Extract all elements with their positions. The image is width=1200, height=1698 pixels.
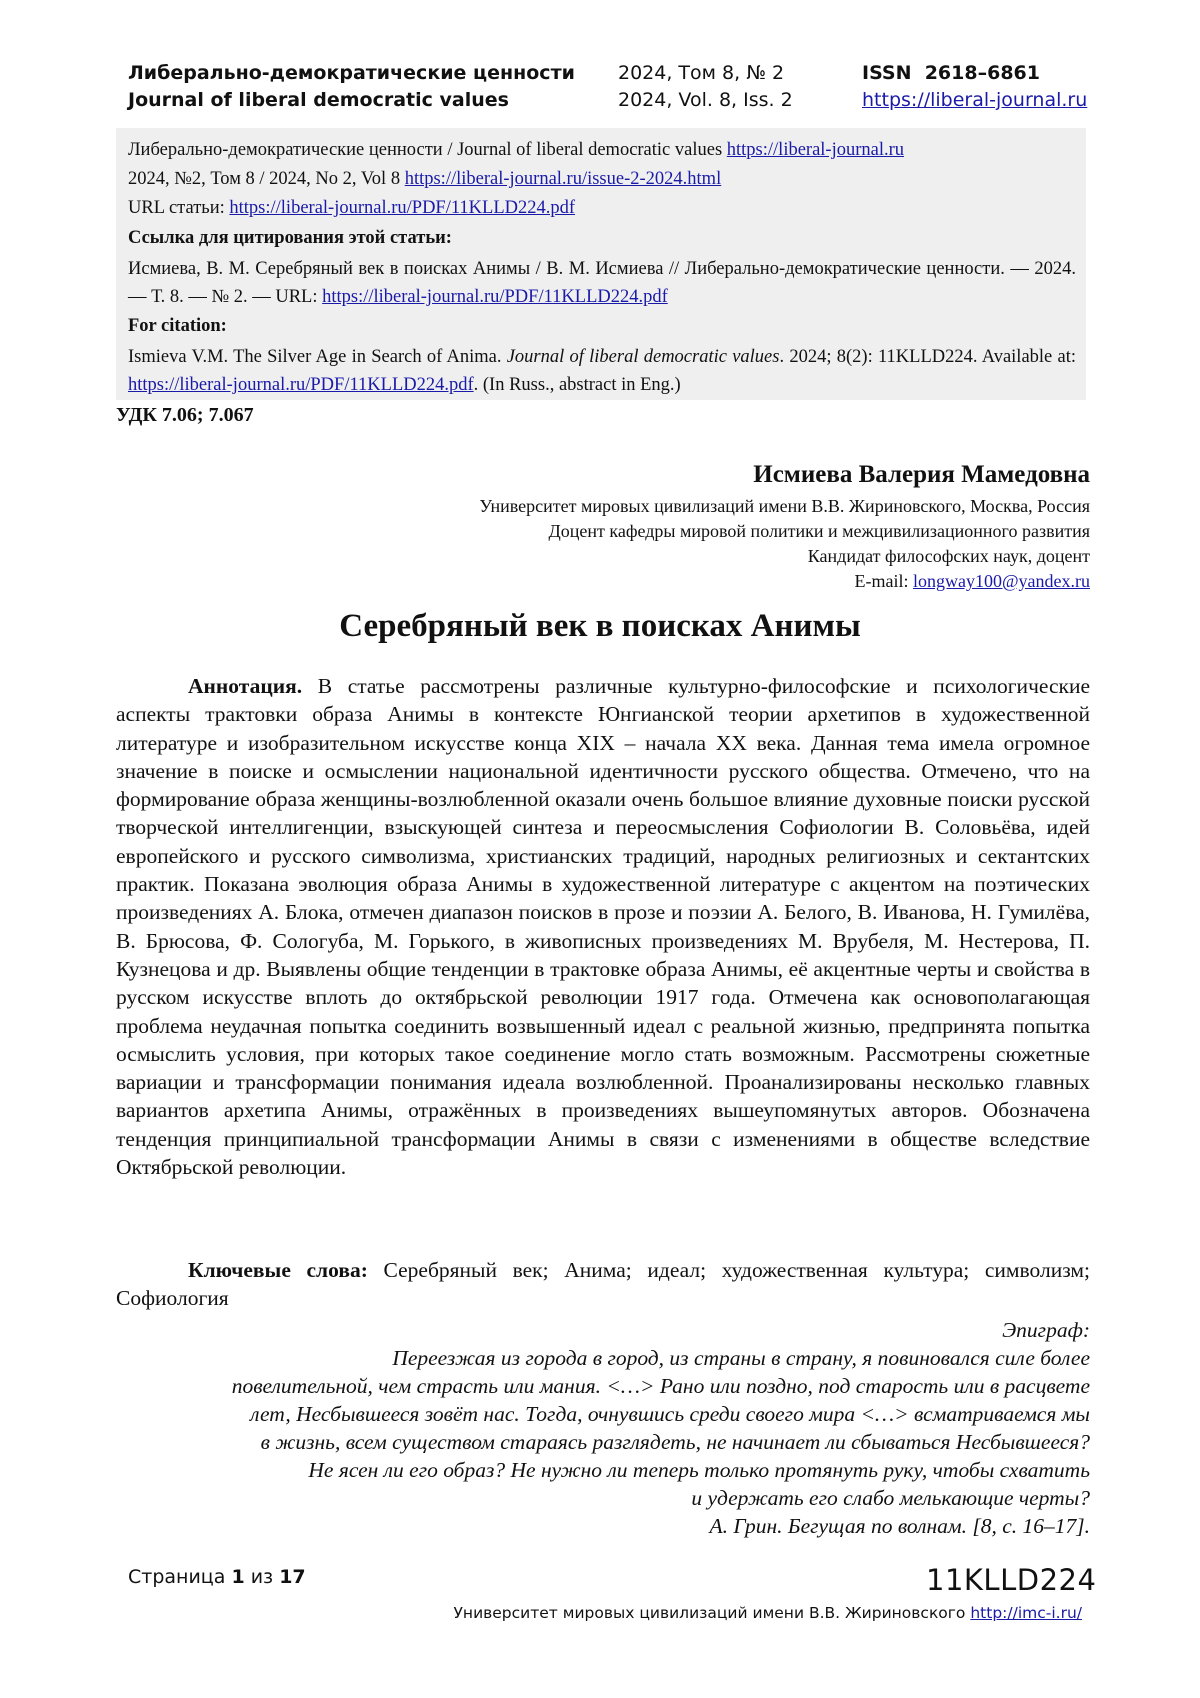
cite-en bbox=[128, 343, 1076, 399]
author-name: Исмиева Валерия Мамедовна bbox=[479, 458, 1090, 492]
page-total: 17 bbox=[279, 1566, 305, 1588]
university-link[interactable]: http://imc-i.ru/ bbox=[970, 1604, 1082, 1622]
journal-title-en: Journal of liberal democratic values bbox=[128, 87, 575, 114]
epigraph-source: А. Грин. Бегущая по волнам. [8, с. 16–17]. bbox=[110, 1512, 1090, 1540]
article-url-link[interactable]: https://liberal-journal.ru/PDF/11KLLD224.pdf bbox=[229, 198, 575, 218]
keywords-label: Ключевые слова: bbox=[188, 1258, 368, 1282]
page-number: 1 bbox=[231, 1566, 244, 1588]
page-counter bbox=[128, 1566, 306, 1588]
epigraph-label: Эпиграф: bbox=[110, 1316, 1090, 1344]
issue-en: 2024, Vol. 8, Iss. 2 bbox=[618, 87, 793, 114]
cite-en-text: Ismieva V.M. The Silver Age in Search of Anima. bbox=[128, 347, 507, 367]
epigraph-line: Переезжая из города в город, из страны в страну, я повиновался силе более bbox=[110, 1344, 1090, 1372]
citation-line-issue-text: 2024, №2, Том 8 / 2024, No 2, Vol 8 bbox=[128, 169, 405, 189]
issue-link[interactable]: https://liberal-journal.ru/issue-2-2024.html bbox=[405, 169, 722, 189]
email-label: E-mail: bbox=[854, 571, 912, 591]
citation-line-issue bbox=[128, 165, 1076, 194]
citation-line-journal-text: Либерально-демократические ценности / Journal of liberal democratic values bbox=[128, 140, 727, 160]
article-title: Серебряный век в поисках Анимы bbox=[0, 608, 1200, 645]
cite-ru-label: Ссылка для цитирования этой статьи: bbox=[128, 224, 1076, 253]
epigraph-line: Не ясен ли его образ? Не нужно ли теперь только протянуть руку, чтобы схватить bbox=[110, 1456, 1090, 1484]
page-prefix: Страница bbox=[128, 1566, 231, 1588]
author-block bbox=[479, 458, 1090, 594]
citation-line-url-text: URL статьи: bbox=[128, 198, 229, 218]
keywords bbox=[116, 1256, 1090, 1313]
cite-en-text-2: . 2024; 8(2): 11KLLD224. Available at: bbox=[779, 347, 1076, 367]
epigraph-line: и удержать его слабо мелькающие черты? bbox=[110, 1484, 1090, 1512]
issn: ISSN 2618–6861 bbox=[862, 60, 1087, 87]
citation-box bbox=[116, 128, 1086, 400]
epigraph-line: лет, Несбывшееся зовёт нас. Тогда, очнувшись среди своего мира <…> всматриваемся мы bbox=[110, 1400, 1090, 1428]
issue-block bbox=[618, 60, 793, 114]
abstract-label: Аннотация. bbox=[188, 674, 302, 698]
author-degree: Кандидат философских наук, доцент bbox=[479, 544, 1090, 569]
cite-en-label: For citation: bbox=[128, 312, 1076, 341]
citation-line-journal bbox=[128, 136, 1076, 165]
article-code: 11KLLD224 bbox=[926, 1563, 1096, 1597]
footer-university-text: Университет мировых цивилизаций имени В.В. Жириновского bbox=[453, 1604, 970, 1622]
cite-ru bbox=[128, 255, 1076, 311]
udk: УДК 7.06; 7.067 bbox=[116, 404, 254, 427]
epigraph bbox=[110, 1316, 1090, 1540]
author-email bbox=[479, 569, 1090, 594]
journal-site-link[interactable]: https://liberal-journal.ru bbox=[862, 89, 1087, 111]
journal-title-block bbox=[128, 60, 575, 114]
issue-ru: 2024, Том 8, № 2 bbox=[618, 60, 793, 87]
cite-en-link[interactable]: https://liberal-journal.ru/PDF/11KLLD224.pdf bbox=[128, 375, 474, 395]
keywords-text: Серебряный век; Анима; идеал; художественная культура; символизм; Софиология bbox=[116, 1258, 1090, 1310]
author-affiliation: Университет мировых цивилизаций имени В.В. Жириновского, Москва, Россия bbox=[479, 494, 1090, 519]
epigraph-line: повелительной, чем страсть или мания. <…> Рано или поздно, под старость или в расцвете bbox=[110, 1372, 1090, 1400]
email-link[interactable]: longway100@yandex.ru bbox=[913, 571, 1090, 591]
cite-ru-text: Исмиева, В. М. Серебряный век в поисках Анимы / В. М. Исмиева // Либерально-демократические ценности. — 2024. — Т. 8. — № 2. — URL: bbox=[128, 259, 1076, 307]
epigraph-line: в жизнь, всем существом стараясь разглядеть, не начинает ли сбываться Несбывшееся? bbox=[110, 1428, 1090, 1456]
page-mid: из bbox=[245, 1566, 280, 1588]
cite-en-journal: Journal of liberal democratic values bbox=[507, 347, 780, 367]
footer-university bbox=[453, 1604, 1082, 1622]
cite-en-text-3: . (In Russ., abstract in Eng.) bbox=[474, 375, 681, 395]
cite-ru-link[interactable]: https://liberal-journal.ru/PDF/11KLLD224.pdf bbox=[322, 287, 668, 307]
citation-line-url bbox=[128, 194, 1076, 223]
author-position: Доцент кафедры мировой политики и межцивилизационного развития bbox=[479, 519, 1090, 544]
journal-title-ru: Либерально-демократические ценности bbox=[128, 60, 575, 87]
journal-link[interactable]: https://liberal-journal.ru bbox=[727, 140, 904, 160]
abstract-text: В статье рассмотрены различные культурно-философские и психологические аспекты трактовки образа Анимы в контексте Юнгианской теории архетипов в художественной литературе и изобразительном искусстве конца XIX – начала XX века. Данная тема имела огромное значение в поиске и осмыслении национальной идентичности русского общества. Отмечено, что на формирование образа женщины-возлюбленной оказали очень большое влияние духовные поиски русской творческой интеллигенции, взыскующей синтеза и переосмысления Софиологии В. Соловьёва, идей европейского и русского символизма, христианских традиций, народных религиозных и сектантских практик. Показана эволюция образа Анимы в художественной литературе с акцентом на поэтических произведениях А. Блока, отмечен диапазон поисков в прозе и поэзии А. Белого, В. Иванова, Н. Гумилёва, В. Брюсова, Ф. Сологуба, М. Горького, в живописных произведениях М. Врубеля, М. Нестерова, П. Кузнецова и др. Выявлены общие тенденции в трактовке образа Анимы, её акцентные черты и свойства в русском искусстве вплоть до октябрьской революции 1917 года. Отмечена как основополагающая проблема неудачная попытка соединить возвышенный идеал с реальной жизнью, предпринята попытка осмыслить условия, при которых такое соединение могло стать возможным. Рассмотрены сюжетные вариации и трансформации понимания идеала возлюбленной. Проанализированы несколько главных вариантов архетипа Анимы, отражённых в произведениях вышеупомянутых авторов. Обозначена тенденция принципиальной трансформации Анимы в связи с изменениями в обществе вследствие Октябрьской революции. bbox=[116, 674, 1090, 1179]
issn-block bbox=[862, 60, 1087, 114]
abstract bbox=[116, 672, 1090, 1181]
